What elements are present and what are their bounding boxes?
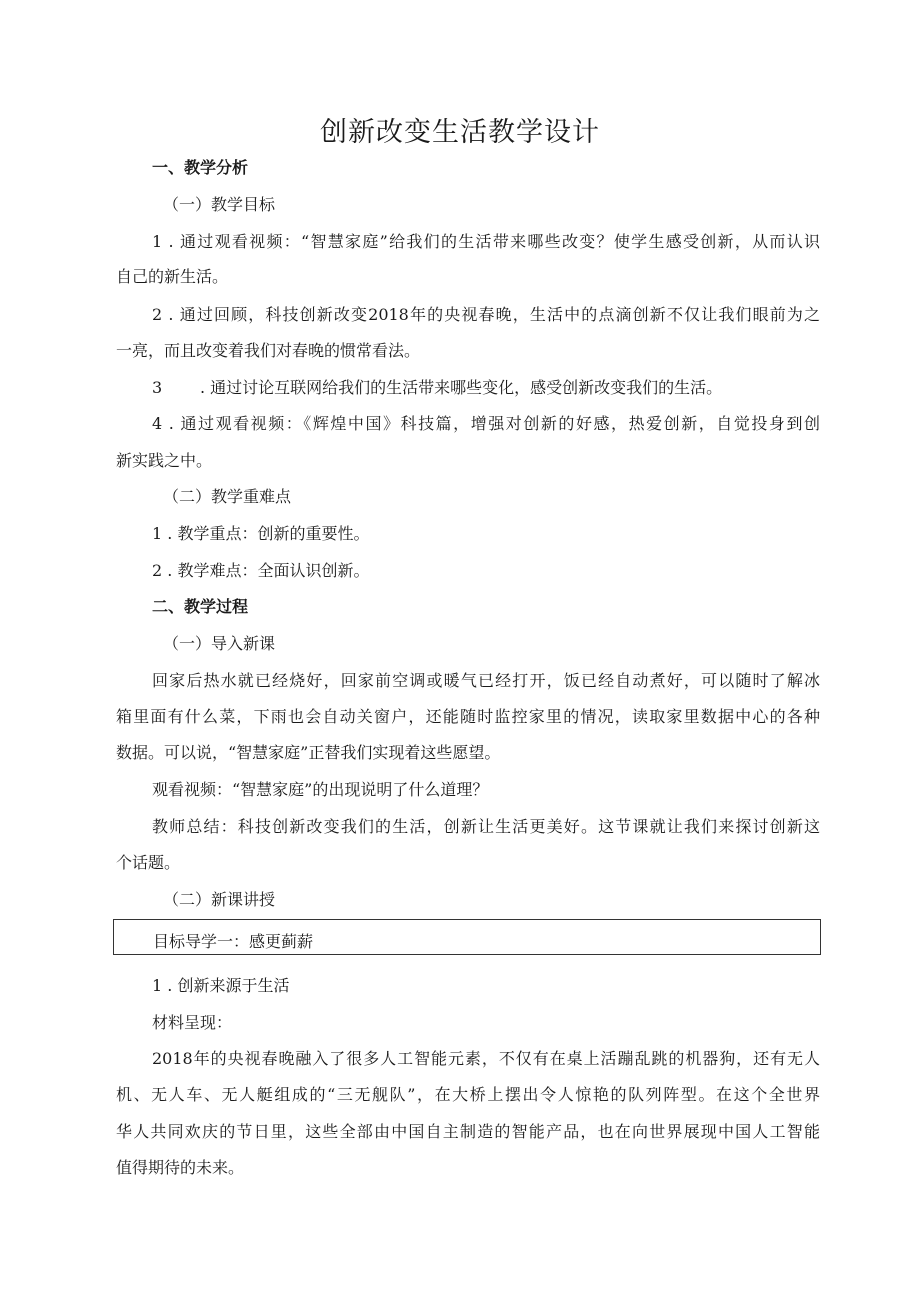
- goal-box: [113, 919, 821, 955]
- section-heading-process: 二、教学过程: [152, 597, 249, 616]
- goal-item-3-number: 3: [152, 378, 163, 397]
- subheading-key-points: （二）教学重难点: [163, 487, 292, 506]
- intro-para-3-line-1: 教师总结：科技创新改变我们的生活，创新让生活更美好。这节课就让我们来探讨创新这: [152, 817, 820, 836]
- goal-item-1-line-1: 1 . 通过观看视频：“智慧家庭”给我们的生活带来哪些改变？使学生感受创新，从而认识: [152, 232, 820, 251]
- intro-para-2: 观看视频：“智慧家庭”的出现说明了什么道理？: [152, 780, 489, 799]
- material-line-2: 机、无人车、无人艇组成的“三无舰队”，在大桥上摆出令人惊艳的队列阵型。在这个全世界: [116, 1085, 820, 1104]
- intro-para-3-line-2: 个话题。: [116, 853, 181, 872]
- material-line-4: 值得期待的未来。: [116, 1158, 245, 1177]
- key-point-2: 2 . 教学难点：全面认识创新。: [152, 561, 370, 580]
- subheading-introduction: （一）导入新课: [163, 634, 276, 653]
- subheading-teaching-goals: （一）教学目标: [163, 195, 276, 214]
- section-heading-analysis: 一、教学分析: [152, 158, 249, 177]
- intro-para-1-line-3: 数据。可以说，“智慧家庭”正替我们实现着这些愿望。: [116, 743, 501, 762]
- goal-item-4-line-1: 4 . 通过观看视频：《辉煌中国》科技篇，增强对创新的好感，热爱创新，自觉投身到创: [152, 414, 820, 433]
- material-line-3: 华人共同欢庆的节日里，这些全部由中国自主制造的智能产品，也在向世界展现中国人工智能: [116, 1122, 820, 1141]
- key-point-1: 1 . 教学重点：创新的重要性。: [152, 524, 370, 543]
- intro-para-1-line-1: 回家后热水就已经烧好，回家前空调或暖气已经打开，饭已经自动煮好，可以随时了解冰: [152, 671, 820, 690]
- goal-item-3-text: . 通过讨论互联网给我们的生活带来哪些变化，感受创新改变我们的生活。: [200, 378, 723, 397]
- subheading-new-lesson: （二）新课讲授: [163, 890, 276, 909]
- goal-item-1-line-2: 自己的新生活。: [116, 267, 229, 286]
- material-label: 材料呈现：: [152, 1013, 233, 1032]
- goal-box-text: 目标导学一：感更蓟薪: [153, 932, 314, 951]
- material-line-1: 2018年的央视春晚融入了很多人工智能元素，不仅有在桌上活蹦乱跳的机器狗，还有无人: [152, 1049, 820, 1068]
- lesson-item-1: 1 . 创新来源于生活: [152, 976, 290, 995]
- goal-item-2-line-1: 2 . 通过回顾，科技创新改变2018年的央视春晚，生活中的点滴创新不仅让我们眼前为之: [152, 305, 820, 324]
- goal-item-2-line-2: 一亮，而且改变着我们对春晚的惯常看法。: [116, 341, 421, 360]
- goal-item-4-line-2: 新实践之中。: [116, 451, 213, 470]
- document-title: 创新改变生活教学设计: [320, 117, 600, 148]
- intro-para-1-line-2: 箱里面有什么菜，下雨也会自动关窗户，还能随时监控家里的情况，读取家里数据中心的各种: [116, 707, 820, 726]
